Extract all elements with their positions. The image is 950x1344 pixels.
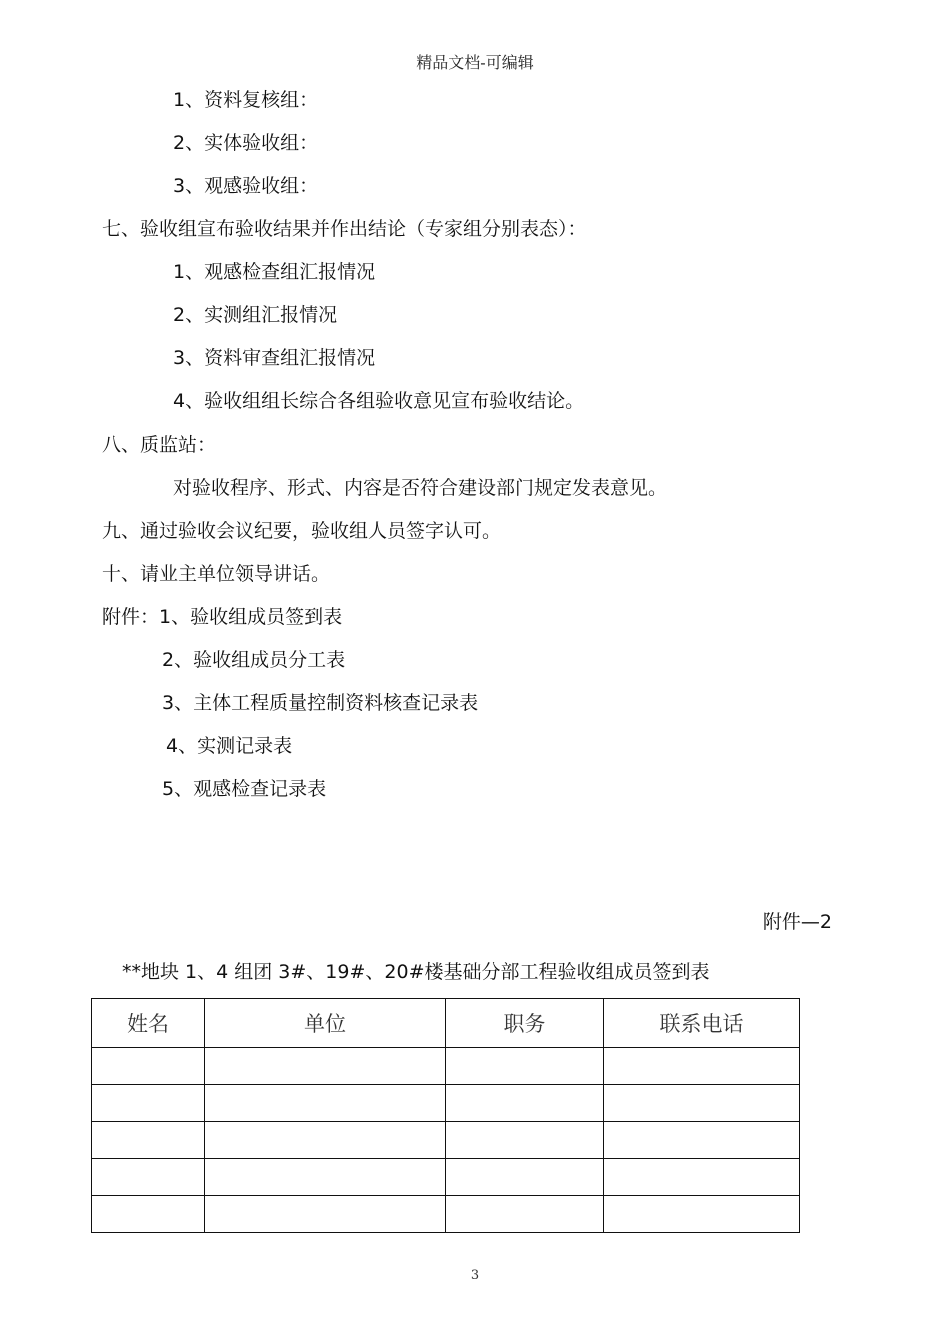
attachment-label: 附件—2 bbox=[762, 911, 832, 933]
attachment-item-4: 4、实测记录表 bbox=[166, 735, 293, 757]
table-cell bbox=[446, 1048, 604, 1085]
table-cell bbox=[604, 1159, 800, 1196]
watermark-header: 精品文档-可编辑 bbox=[416, 53, 534, 72]
table-cell bbox=[92, 1085, 205, 1122]
table-cell bbox=[92, 1048, 205, 1085]
table-row bbox=[92, 1048, 800, 1085]
table-row bbox=[92, 1196, 800, 1233]
table-cell bbox=[205, 1048, 446, 1085]
section-ten-heading: 十、请业主单位领导讲话。 bbox=[102, 563, 331, 585]
section-seven-heading: 七、验收组宣布验收结果并作出结论（专家组分别表态）： bbox=[102, 218, 587, 240]
table-header-row bbox=[92, 999, 800, 1048]
table-cell bbox=[205, 1085, 446, 1122]
header-name: 姓名 bbox=[92, 999, 205, 1048]
item-report-documents: 3、资料审查组汇报情况 bbox=[173, 347, 376, 369]
table-cell bbox=[92, 1122, 205, 1159]
header-position: 职务 bbox=[446, 999, 604, 1048]
header-unit: 单位 bbox=[205, 999, 446, 1048]
page-number: 3 bbox=[470, 1268, 480, 1283]
item-report-measure: 2、实测组汇报情况 bbox=[173, 304, 338, 326]
table-cell bbox=[446, 1122, 604, 1159]
item-entity-group: 2、实体验收组： bbox=[173, 132, 319, 154]
item-leader-conclusion: 4、验收组组长综合各组验收意见宣布验收结论。 bbox=[173, 390, 585, 412]
table-cell bbox=[446, 1159, 604, 1196]
table-cell bbox=[604, 1122, 800, 1159]
table-row bbox=[92, 1159, 800, 1196]
attachment-item-3: 3、主体工程质量控制资料核查记录表 bbox=[162, 692, 479, 714]
table-cell bbox=[205, 1159, 446, 1196]
attachment-item-5: 5、观感检查记录表 bbox=[162, 778, 327, 800]
table-cell bbox=[604, 1085, 800, 1122]
section-nine-heading: 九、通过验收会议纪要，验收组人员签字认可。 bbox=[102, 520, 502, 542]
attachment-item-2: 2、验收组成员分工表 bbox=[162, 649, 346, 671]
sign-in-table bbox=[91, 998, 800, 1233]
item-report-appearance: 1、观感检查组汇报情况 bbox=[173, 261, 376, 283]
table-cell bbox=[92, 1159, 205, 1196]
header-phone: 联系电话 bbox=[604, 999, 800, 1048]
table-cell bbox=[92, 1196, 205, 1233]
section-eight-body: 对验收程序、形式、内容是否符合建设部门规定发表意见。 bbox=[173, 477, 668, 499]
section-eight-heading: 八、质监站： bbox=[102, 434, 217, 456]
item-appearance-group: 3、观感验收组： bbox=[173, 175, 319, 197]
table-cell bbox=[446, 1196, 604, 1233]
item-review-group: 1、资料复核组： bbox=[173, 89, 319, 111]
table-cell bbox=[446, 1085, 604, 1122]
table-cell bbox=[205, 1196, 446, 1233]
table-row bbox=[92, 1085, 800, 1122]
attachments-heading: 附件：1、验收组成员签到表 bbox=[102, 606, 343, 628]
table-cell bbox=[604, 1196, 800, 1233]
table-cell bbox=[205, 1122, 446, 1159]
table-row bbox=[92, 1122, 800, 1159]
table-cell bbox=[604, 1048, 800, 1085]
sign-in-table-title: **地块 1、4 组团 3#、19#、20#楼基础分部工程验收组成员签到表 bbox=[122, 961, 710, 983]
